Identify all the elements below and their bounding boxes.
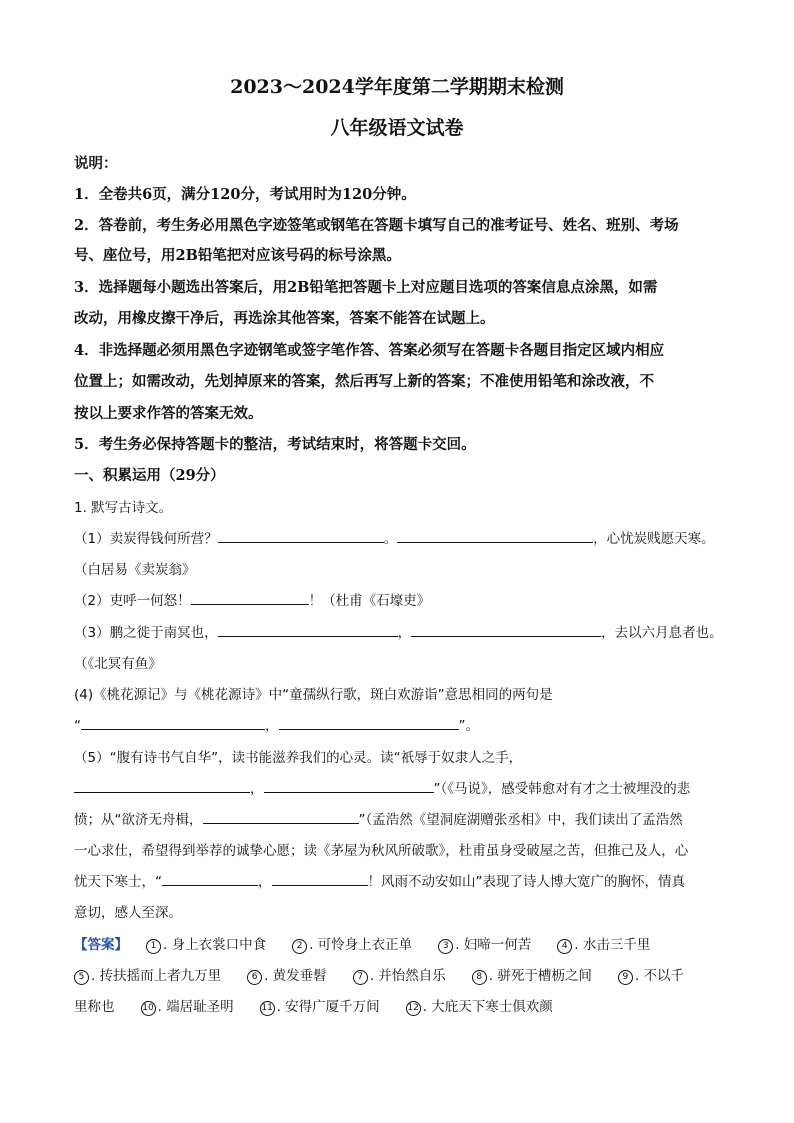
instruction-5: 5．考生务必保持答题卡的整洁，考试结束时，将答题卡交回。 xyxy=(74,436,476,453)
answer-blank[interactable] xyxy=(272,871,368,886)
answer-blank[interactable] xyxy=(264,778,434,793)
answer-blank[interactable] xyxy=(81,715,265,730)
instruction-2b: 号、座位号，用2B铅笔把对应该号码的标号涂黑。 xyxy=(74,247,401,264)
exam-title: 2023～2024学年度第二学期期末检测 xyxy=(230,76,564,98)
question-part-4-blanks: “ ， ”。 xyxy=(74,714,479,734)
answer-item: 11 . 安得广厦千万间 xyxy=(261,999,380,1015)
answer-item: 9 . 不以千 xyxy=(618,968,684,984)
answer-item: 7 . 并怡然自乐 xyxy=(353,968,446,984)
question-stem: 1. 默写古诗文。 xyxy=(74,500,173,516)
answer-item: 2 . 可怜身上衣正单 xyxy=(292,937,412,953)
question-part-2: （2）吏呼一何怒！ ！（杜甫《石壕吏》 xyxy=(74,589,430,609)
question-part-5e: 忧天下寒士，“ ， ！风雨不动安如山”表现了诗人博大宽广的胸怀，情真 xyxy=(74,870,685,890)
answer-blank[interactable] xyxy=(218,528,384,543)
answer-item: 12 . 大庇天下寒士俱欢颜 xyxy=(407,999,553,1015)
instruction-3b: 改动，用橡皮擦干净后，再选涂其他答案，答案不能答在试题上。 xyxy=(74,310,495,327)
question-part-4: (4)《桃花源记》与《桃花源诗》中“童孺纵行歌，斑白欢游诣”意思相同的两句是 xyxy=(74,687,553,703)
answer-item: 8 . 骈死于槽枥之间 xyxy=(472,968,592,984)
answer-blank[interactable] xyxy=(411,622,601,637)
answer-row-2 xyxy=(74,964,684,985)
answer-item-continued: 里称也 xyxy=(74,999,115,1015)
question-part-5a: （5）“腹有诗书气自华”，读书能滋养我们的心灵。读“祇辱于奴隶人之手， xyxy=(74,750,523,766)
answer-blank[interactable] xyxy=(279,715,459,730)
question-part-5c: 愤；从“欲济无舟楫， ”（孟浩然《望洞庭湖赠张丞相》中，我们读出了孟浩然 xyxy=(74,808,683,828)
instruction-1: 1．全卷共6页，满分120分，考试用时为120分钟。 xyxy=(74,186,416,203)
answer-item: 5 . 抟扶摇而上者九万里 xyxy=(74,968,221,984)
answer-blank[interactable] xyxy=(203,809,359,824)
question-part-3-source: （《北冥有鱼》 xyxy=(74,656,162,672)
instruction-4c: 按以上要求作答的答案无效。 xyxy=(74,405,263,422)
question-part-5b: ， ”（《马说》，感受韩愈对有才之士被埋没的悲 xyxy=(74,777,690,797)
answer-item: 4 . 水击三千里 xyxy=(557,937,650,953)
section-heading: 一、积累运用（29分） xyxy=(74,467,225,484)
instruction-2a: 2．答卷前，考生务必用黑色字迹签笔或钢笔在答题卡填写自己的准考证号、姓名、班别、考场 xyxy=(74,217,679,234)
instruction-4b: 位置上；如需改动，先划掉原来的答案，然后再写上新的答案；不准使用铅笔和涂改液，不 xyxy=(74,373,654,390)
question-part-5d: 一心求仕，希望得到举荐的诚挚心愿；读《茅屋为秋风所破歌》，杜甫虽身受破屋之苦，但推己及人，心 xyxy=(74,843,689,859)
instruction-4a: 4．非选择题必须用黑色字迹钢笔或签字笔作答、答案必须写在答题卡各题目指定区域内相应 xyxy=(74,342,665,359)
answer-item: 6 . 黄发垂髫 xyxy=(247,968,327,984)
question-part-5f: 意切，感人至深。 xyxy=(74,905,182,921)
instruction-3a: 3．选择题每小题选出答案后，用2B铅笔把答题卡上对应题目选项的答案信息点涂黑，如需 xyxy=(74,279,658,296)
answer-blank[interactable] xyxy=(191,590,309,605)
answer-blank[interactable] xyxy=(74,778,250,793)
answer-item: 3 . 妇啼一何苦 xyxy=(438,937,531,953)
answer-item: 1 . 身上衣裳口中食 xyxy=(146,937,266,953)
question-part-1: （1）卖炭得钱何所营？ 。 ，心忧炭贱愿天寒。 xyxy=(74,527,715,547)
answer-item: 10 . 端居耻圣明 xyxy=(142,999,234,1015)
question-part-1-source: （白居易《卖炭翁》 xyxy=(74,562,196,578)
answer-row-1 xyxy=(74,933,650,954)
answer-blank[interactable] xyxy=(397,528,593,543)
answer-blank[interactable] xyxy=(162,871,258,886)
answer-row-3 xyxy=(74,995,553,1016)
exam-subtitle: 八年级语文试卷 xyxy=(330,117,464,139)
question-part-3: （3）鹏之徙于南冥也， ， ，去以六月息者也。 xyxy=(74,621,723,641)
answer-blank[interactable] xyxy=(218,622,398,637)
instructions-label: 说明： xyxy=(74,155,118,172)
answer-label: 【答案】 xyxy=(74,937,128,953)
